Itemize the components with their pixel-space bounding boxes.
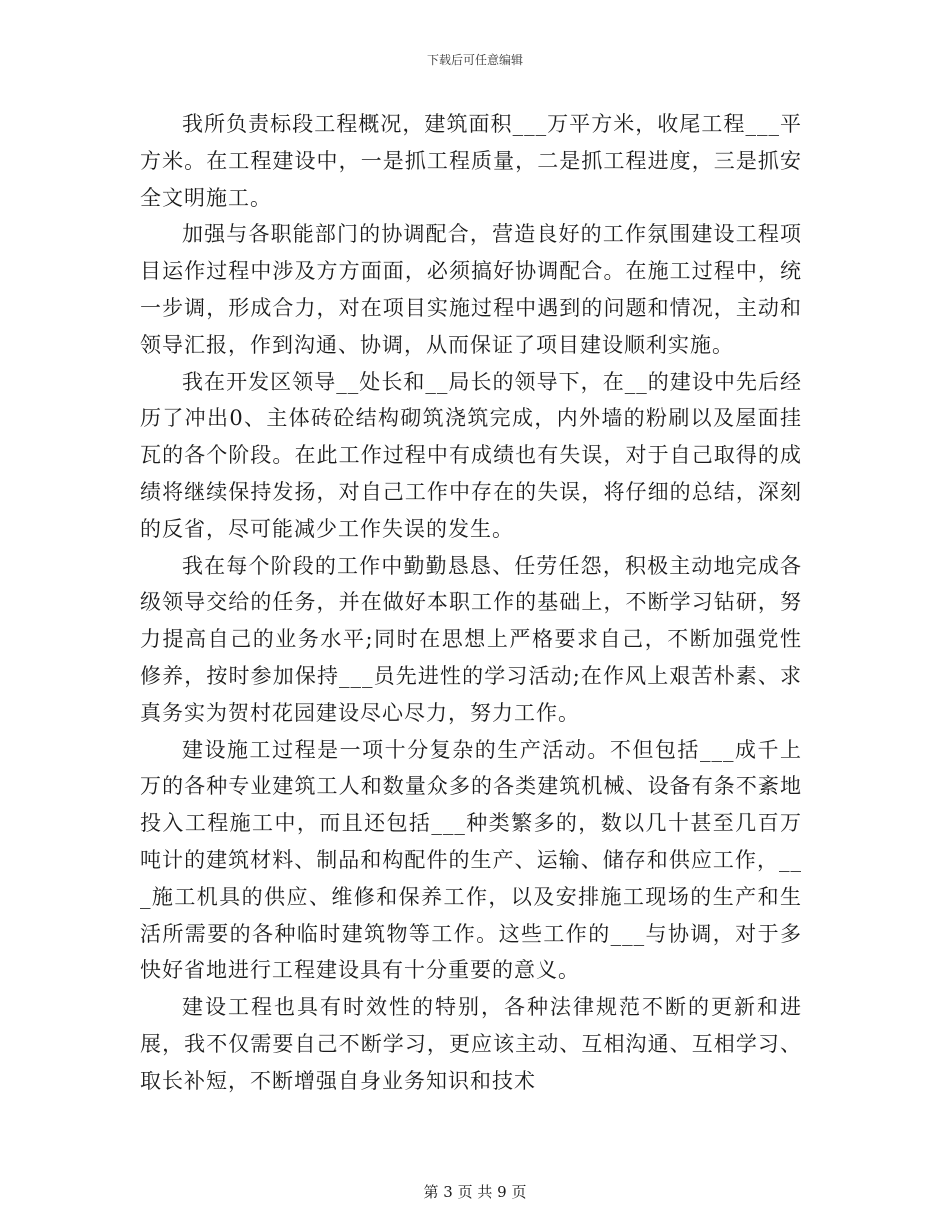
paragraph: 建设施工过程是一项十分复杂的生产活动。不但包括___成千上万的各种专业建筑工人和数量众多的各类建筑机械、设备有条不紊地投入工程施工中，而且还包括___种类繁多的，数以几十甚至几百万吨计的建筑材料、制品和构配件的生产、运输、储存和供应工作，___施工机具的供应、维修和保养工作，以及安排施工现场的生产和生活所需要的各种临时建筑物等工作。这些工作的___与协调，对于多快好省地进行工程建设具有十分重要的意义。 bbox=[140, 737, 802, 983]
paragraph: 我在开发区领导__处长和__局长的领导下，在__的建设中先后经历了冲出0、主体砖砼结构砌筑浇筑完成，内外墙的粉刷以及屋面挂瓦的各个阶段。在此工作过程中有成绩也有失误，对于自己取得的成绩将继续保持发扬，对自己工作中存在的失误，将仔细的总结，深刻的反省，尽可能减少工作失误的发生。 bbox=[140, 369, 802, 541]
page-header: 下载后可任意编辑 bbox=[426, 53, 523, 67]
paragraph: 我在每个阶段的工作中勤勤恳恳、任劳任怨，积极主动地完成各级领导交给的任务，并在做好本职工作的基础上，不断学习钻研，努力提高自己的业务水平;同时在思想上严格要求自己，不断加强党性修养，按时参加保持___员先进性的学习活动;在作风上艰苦朴素、求真务实为贺村花园建设尽心尽力，努力工作。 bbox=[140, 553, 802, 725]
paragraph: 加强与各职能部门的协调配合，营造良好的工作氛围建设工程项目运作过程中涉及方方面面，必须搞好协调配合。在施工过程中，统一步调，形成合力，对在项目实施过程中遇到的问题和情况，主动和领导汇报，作到沟通、协调，从而保证了项目建设顺利实施。 bbox=[140, 222, 802, 357]
paragraph: 我所负责标段工程概况，建筑面积___万平方米，收尾工程___平方米。在工程建设中，一是抓工程质量，二是抓工程进度，三是抓安全文明施工。 bbox=[140, 112, 802, 210]
document-body bbox=[140, 106, 802, 1100]
paragraph: 建设工程也具有时效性的特别，各种法律规范不断的更新和进展，我不仅需要自己不断学习，更应该主动、互相沟通、互相学习、取长补短，不断增强自身业务知识和技术 bbox=[140, 995, 802, 1093]
page-footer: 第 3 页 共 9 页 bbox=[423, 1183, 527, 1201]
